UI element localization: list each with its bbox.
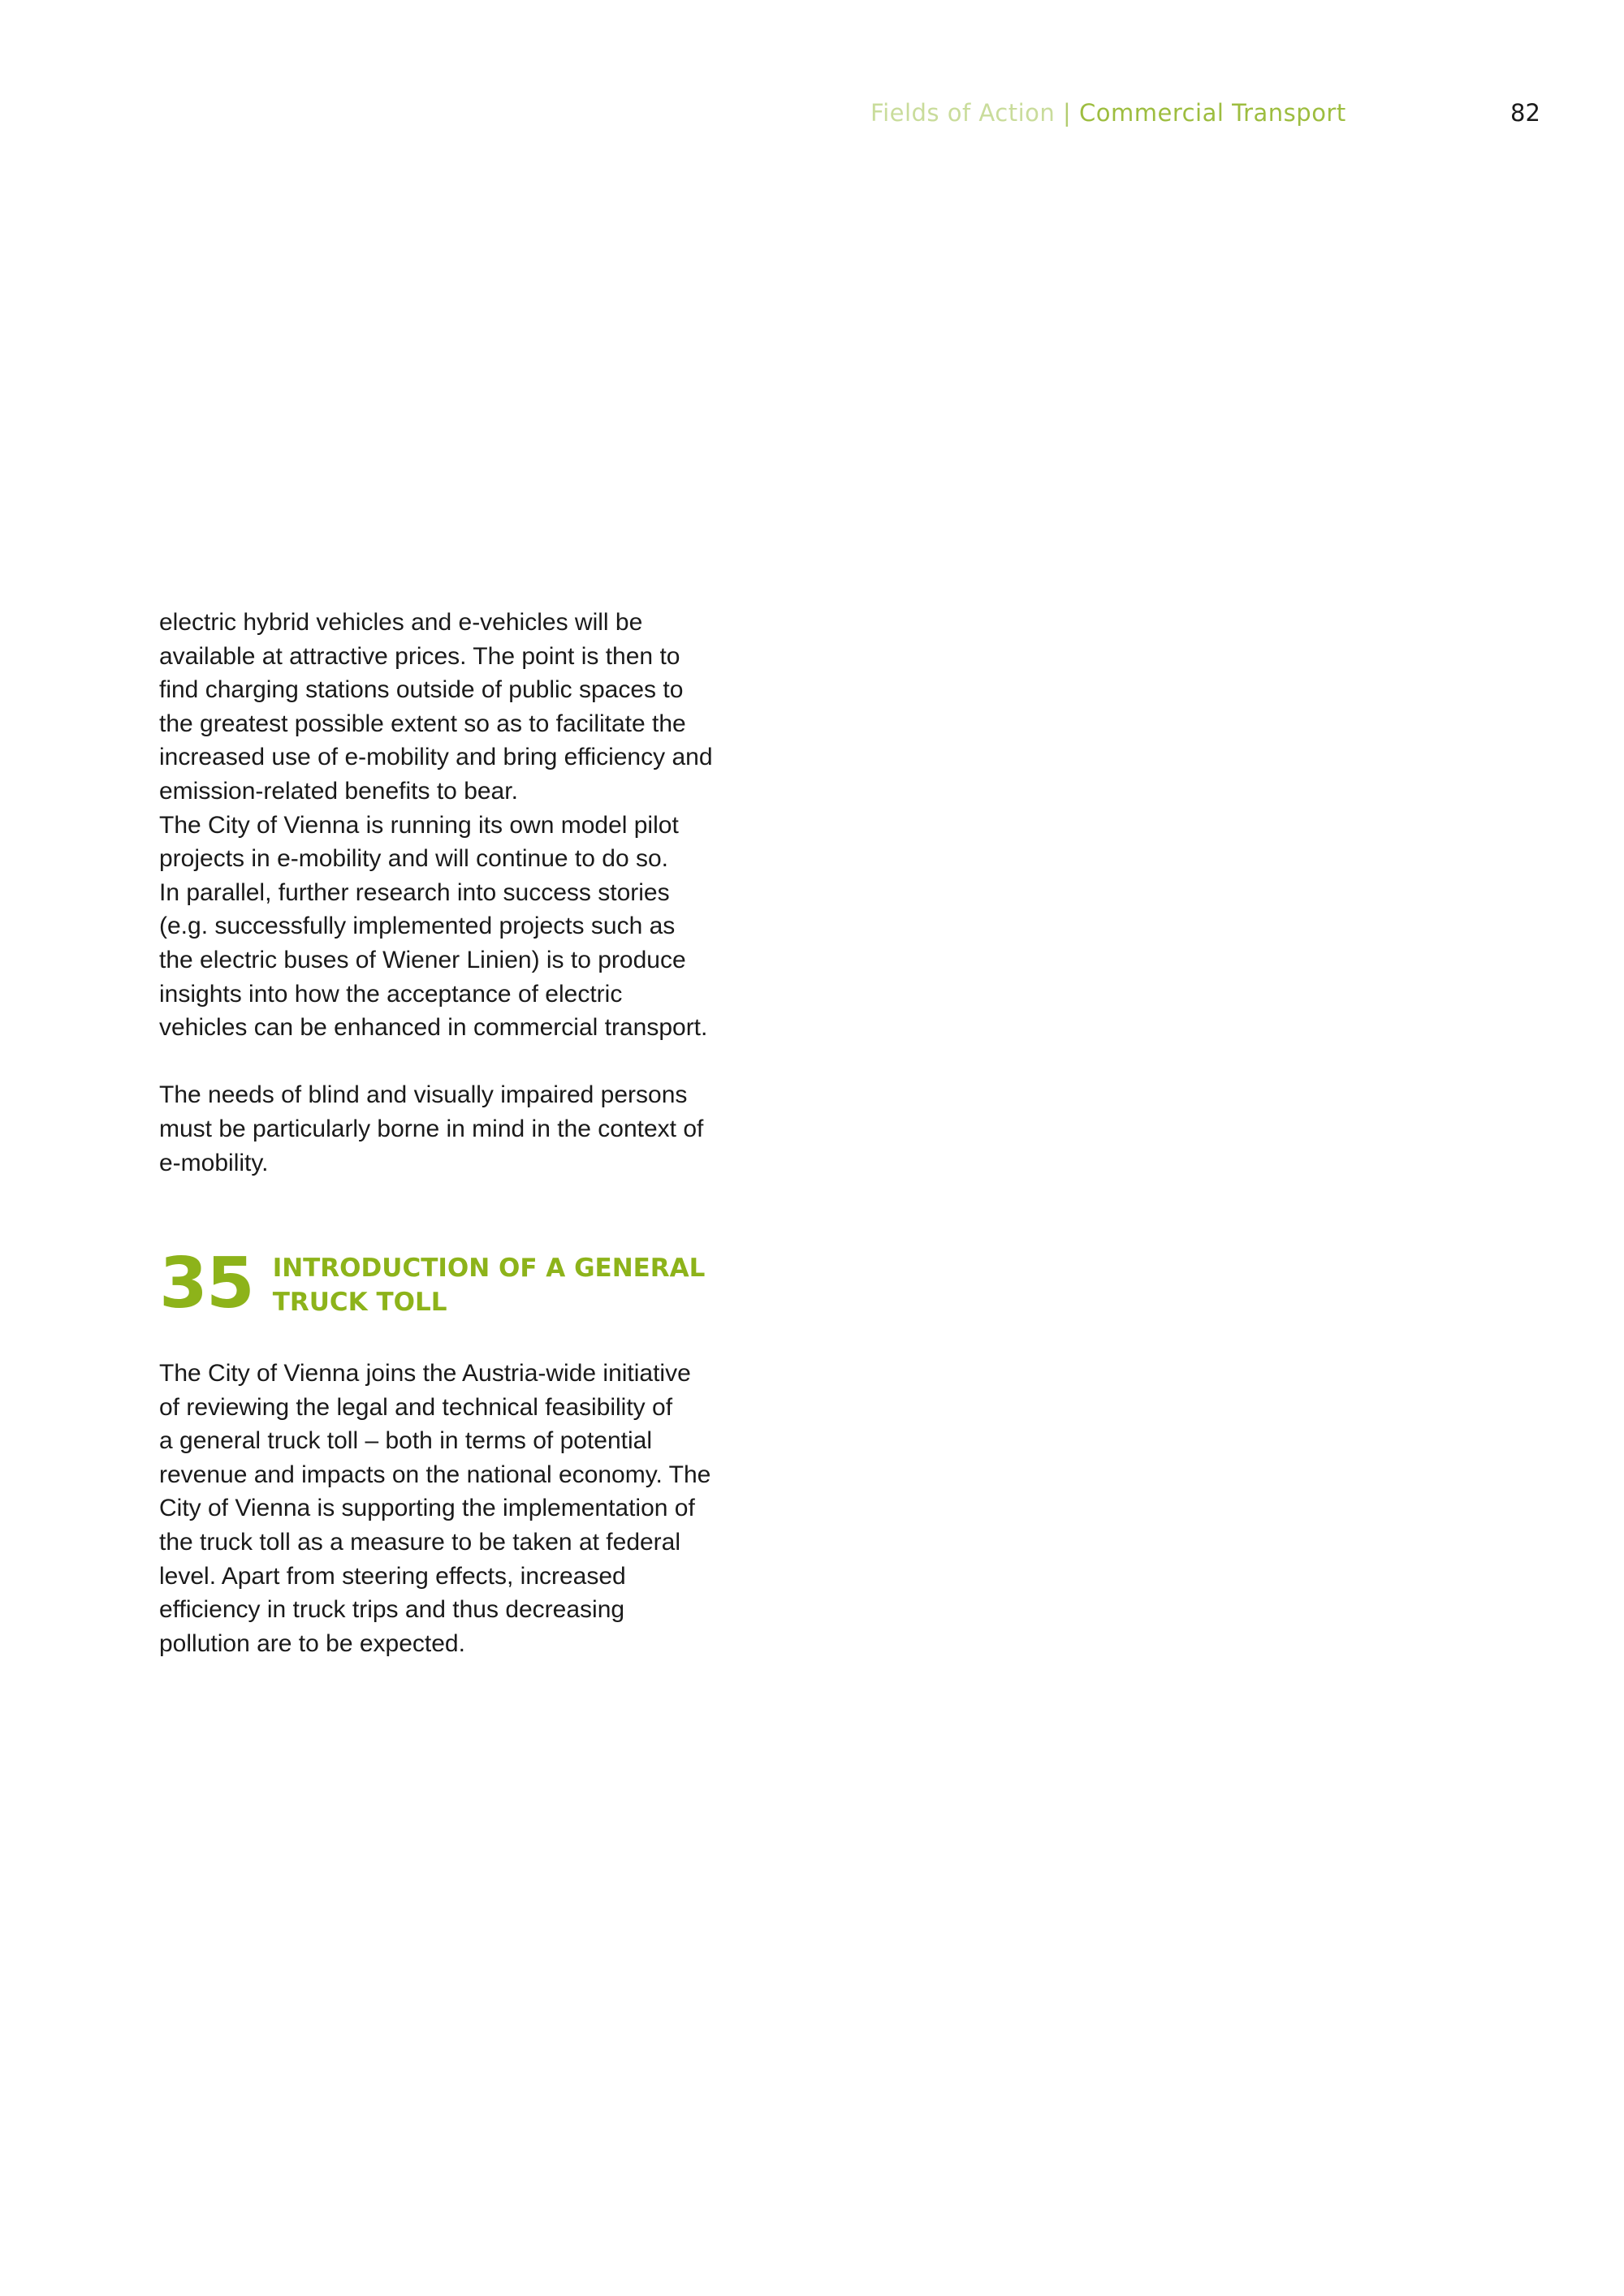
page-number: 82 (1510, 99, 1540, 127)
header-separator: | (1062, 99, 1072, 127)
body-paragraph-emobility: electric hybrid vehicles and e-vehicles will be available at attractive prices. The point is then to find charging stations outside of public spaces to the greatest possible extent so as to facilitate the increased use of e-mobility and bring efficiency and emission-related benefits to bear. The City of Vienna is running its own model pilot projects in e-mobility and will continue to do so. In parallel, further research into success stories (e.g. successfully implemented projects such as the electric buses of Wiener Linien) is to produce insights into how the acceptance of electric vehicles can be enhanced in commercial transport. (159, 609, 713, 1042)
header-chapter: Commercial Transport (1078, 99, 1346, 127)
paragraph-gap (159, 1045, 744, 1079)
running-header (870, 99, 1346, 127)
measure-heading (159, 1243, 744, 1325)
text-column (159, 606, 744, 1660)
measure-number: 35 (159, 1243, 253, 1325)
body-paragraph-accessibility: The needs of blind and visually impaired persons must be particularly borne in mind in the context of e-mobility. (159, 1081, 704, 1176)
measure-title: INTRODUCTION OF A GENERAL TRUCK TOLL (272, 1254, 706, 1318)
measure-body-paragraph: The City of Vienna joins the Austria-wide initiative of reviewing the legal and technical feasibility of a general truck toll – both in terms of potential revenue and impacts on the national economy. The City of Vienna is supporting the implementation of the truck toll as a measure to be taken at federal level. Apart from steering effects, increased efficiency in truck trips and thus decreasing pollution are to be expected. (159, 1360, 711, 1657)
header-section: Fields of Action (870, 99, 1056, 127)
